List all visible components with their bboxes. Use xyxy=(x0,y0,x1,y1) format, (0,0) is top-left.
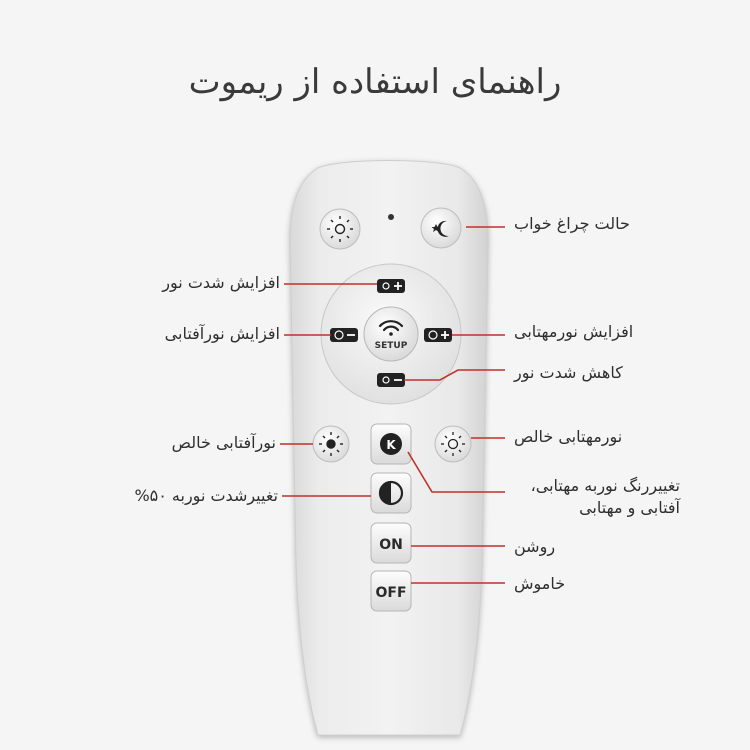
sunlight-up-button[interactable] xyxy=(330,328,358,342)
label-color-change-line1: تغییررنگ نوربه مهتابی، xyxy=(530,476,680,495)
off-label: OFF xyxy=(375,585,407,601)
brightness-down-button[interactable] xyxy=(377,373,405,387)
half-brightness-button[interactable] xyxy=(371,473,411,513)
label-brightness-down: کاهش شدت نور xyxy=(514,363,623,382)
label-pure-sunlight: نورآفتابی خالص xyxy=(171,433,276,452)
sun-top-button[interactable] xyxy=(320,209,360,249)
label-half-brightness: تغییرشدت نوربه ۵۰% xyxy=(134,486,278,505)
k-label: K xyxy=(386,438,396,452)
off-button[interactable] xyxy=(371,571,411,611)
on-label: ON xyxy=(379,537,403,553)
setup-button[interactable] xyxy=(364,307,418,361)
night-light-button[interactable] xyxy=(421,208,461,248)
label-night-light: حالت چراغ خواب xyxy=(514,214,630,233)
label-moonlight-up: افزایش نورمهتابی xyxy=(514,322,634,341)
ir-sensor xyxy=(388,214,394,220)
label-color-change-line2: آفتابی و مهتابی xyxy=(579,498,680,517)
brightness-up-button[interactable] xyxy=(377,279,405,293)
label-sunlight-up: افزایش نورآفتابی xyxy=(164,324,280,343)
moonlight-up-button[interactable] xyxy=(424,328,452,342)
pure-sunlight-button[interactable] xyxy=(313,426,349,462)
label-off: خاموش xyxy=(514,574,566,593)
label-on: روشن xyxy=(514,537,556,556)
label-pure-moonlight: نورمهتابی خالص xyxy=(514,427,623,446)
label-color-change xyxy=(490,475,680,519)
page-title: راهنمای استفاده از ریموت xyxy=(188,62,562,102)
label-brightness-up: افزایش شدت نور xyxy=(162,273,280,292)
on-button[interactable] xyxy=(371,523,411,563)
color-change-button[interactable] xyxy=(371,424,411,464)
pure-moonlight-button[interactable] xyxy=(435,426,471,462)
setup-label: SETUP xyxy=(374,341,408,351)
